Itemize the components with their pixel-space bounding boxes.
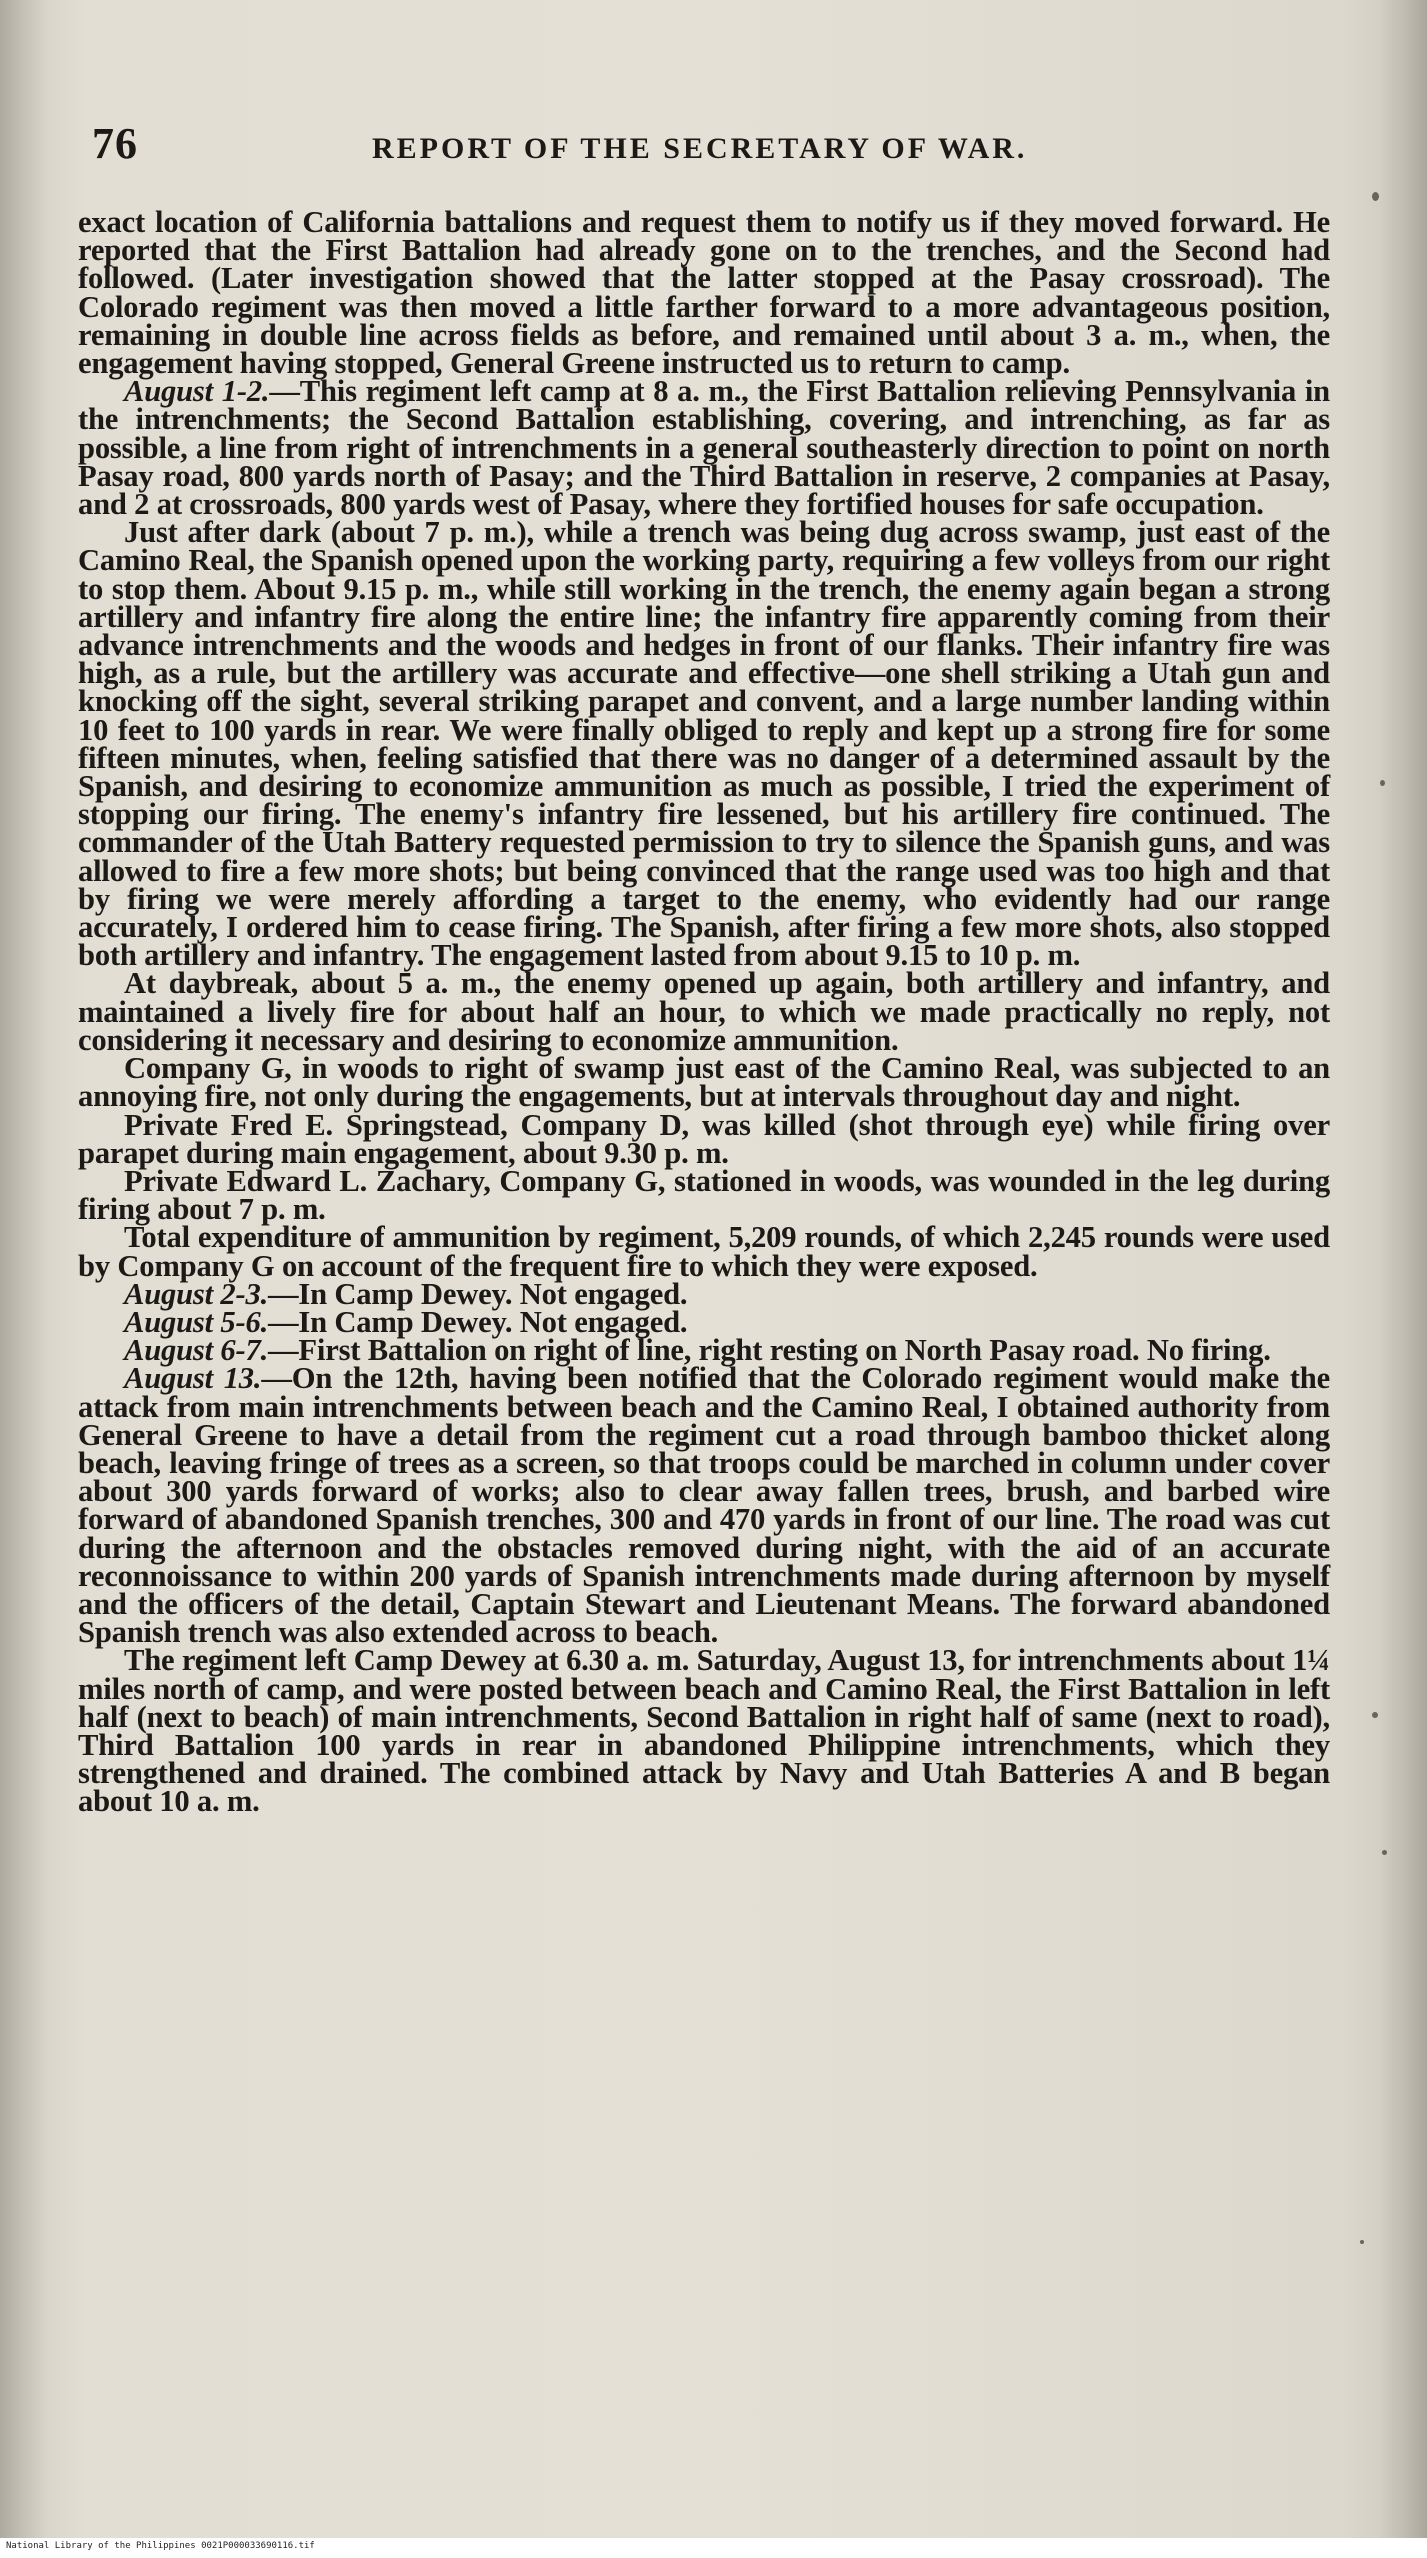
- paragraph: [78, 1220, 1330, 1283]
- paragraph-text: Company G, in woods to right of swamp just east of the Camino Real, was subjected to an annoying fire, not only during the engagements, but at intervals throughout day and night.: [78, 1051, 1330, 1114]
- paragraph-text: Private Edward L. Zachary, Company G, stationed in woods, was wounded in the leg during firing about 7 p. m.: [78, 1163, 1330, 1227]
- date-heading: August 5-6.: [124, 1304, 269, 1339]
- paragraph-text: At daybreak, about 5 a. m., the enemy opened up again, both artillery and infantry, and maintained a lively fire for about half an hour, to which we made practically no reply, not considering it necessary and desiring to economize ammunition.: [78, 966, 1330, 1057]
- scan-speck: [1372, 1712, 1378, 1718]
- paragraph: [78, 374, 1330, 522]
- running-title: REPORT OF THE SECRETARY OF WAR.: [372, 132, 1028, 165]
- paragraph: [78, 205, 1330, 381]
- scan-speck: [1380, 780, 1385, 786]
- scan-speck: [1382, 1850, 1387, 1855]
- paragraph-text: exact location of California battalions and request them to notify us if they moved forward. He reported that the First Battalion had already gone on to the trenches, and the Second had followed. (Later investigation showed that the latter stopped at the Pasay crossroad). The Colorado regiment was then moved a little farther forward to a more advantageous position, remaining in double line across fields as before, and remained until about 3 a. m., when, the engagement having stopped, General Greene instructed us to return to camp.: [78, 205, 1330, 381]
- paragraph: [78, 515, 1330, 973]
- paragraph: [78, 1361, 1330, 1650]
- paragraph-text: —In Camp Dewey. Not engaged.: [268, 1304, 688, 1339]
- paragraph-text: —First Battalion on right of line, right resting on North Pasay road. No firing.: [268, 1333, 1271, 1368]
- page-number: 76: [92, 119, 138, 168]
- paragraph: [78, 1643, 1330, 1819]
- page-header: [92, 118, 1342, 178]
- date-heading: August 2-3.: [124, 1276, 269, 1311]
- paragraph-text: —In Camp Dewey. Not engaged.: [268, 1276, 688, 1311]
- paragraph-text: —On the 12th, having been notified that the Colorado regiment would make the attack from main intrenchments between beach and the Camino Real, I obtained authority from General Greene to have a detail from the regiment cut a road through bamboo thicket along beach, leaving fringe of trees as a screen, so that troops could be marched in column under cover about 300 yards forward of works; also to clear away fallen trees, brush, and barbed wire forward of abandoned Spanish trenches, 300 and 470 yards in front of our line. The road was cut during the afternoon and the obstacles removed during night, with the aid of an accurate reconnoissance to within 200 yards of Spanish intrenchments made during afternoon by myself and the officers of the detail, Captain Stewart and Lieutenant Means. The forward abandoned Spanish trench was also extended across to beach.: [78, 1361, 1330, 1650]
- scan-shadow-right: [1379, 0, 1427, 2558]
- date-heading: August 1-2.: [124, 374, 270, 409]
- body-text: [78, 205, 1330, 1819]
- scan-shadow-left: [0, 0, 48, 2558]
- scan-speck: [1360, 2240, 1364, 2244]
- scan-stamp: National Library of the Philippines 0021P000033690116.tif: [2, 2541, 319, 2551]
- paragraph: [78, 1276, 1330, 1311]
- paragraph-text: The regiment left Camp Dewey at 6.30 a. m. Saturday, August 13, for intrenchments about 1¼ miles north of camp, and were posted between beach and Camino Real, the First Battalion in left half (next to beach) of main intrenchments, Second Battalion in right half of same (next to road), Third Battalion 100 yards in rear in abandoned Philippine intrenchments, which they strengthened and drained. The combined attack by Navy and Utah Batteries A and B began about 10 a. m.: [78, 1643, 1330, 1819]
- paragraph: [78, 1333, 1330, 1368]
- paragraph-text: Private Fred E. Springstead, Company D, was killed (shot through eye) while firing over parapet during main engagement, about 9.30 p. m.: [78, 1107, 1330, 1170]
- paragraph: [78, 966, 1330, 1057]
- paragraph: [78, 1304, 1330, 1339]
- paragraph: [78, 1107, 1330, 1170]
- paragraph-text: Total expenditure of ammunition by regiment, 5,209 rounds, of which 2,245 rounds were used by Company G on account of the frequent fire to which they were exposed.: [78, 1220, 1330, 1283]
- date-heading: August 6-7.: [124, 1333, 269, 1368]
- scan-speck: [1372, 192, 1379, 201]
- paragraph-text: —This regiment left camp at 8 a. m., the First Battalion relieving Pennsylvania in the intrenchments; the Second Battalion establishing, covering, and intrenching, as far as possible, a line from right of intrenchments in a general southeasterly direction to point on north Pasay road, 800 yards north of Pasay; and the Third Battalion in reserve, 2 companies at Pasay, and 2 at crossroads, 800 yards west of Pasay, where they fortified houses for safe occupation.: [78, 374, 1330, 522]
- paragraph: [78, 1051, 1330, 1114]
- paragraph: [78, 1163, 1330, 1227]
- date-heading: August 13.: [124, 1361, 262, 1396]
- paragraph-text: Just after dark (about 7 p. m.), while a trench was being dug across swamp, just east of the Camino Real, the Spanish opened upon the working party, requiring a few volleys from our right to stop them. About 9.15 p. m., while still working in the trench, the enemy again began a strong artillery and infantry fire along the entire line; the infantry fire apparently coming from their advance intrenchments and the woods and hedges in front of our flanks. Their infantry fire was high, as a rule, but the artillery was accurate and effective—one shell striking a Utah gun and knocking off the sight, several striking parapet and convent, and a large number landing within 10 feet to 100 yards in rear. We were finally obliged to reply and kept up a strong fire for some fifteen minutes, when, feeling satisfied that there was no danger of a determined assault by the Spanish, and desiring to economize ammunition as much as possible, I tried the experiment of stopping our firing. The enemy's infantry fire lessened, but his artillery fire continued. The commander of the Utah Battery requested permission to try to silence the Spanish guns, and was allowed to fire a few more shots; but being convinced that the range used was too high and that by firing we were merely affording a target to the enemy, who evidently had our range accurately, I ordered him to cease firing. The Spanish, after firing a few more shots, also stopped both artillery and infantry. The engagement lasted from about 9.15 to 10 p. m.: [78, 515, 1330, 973]
